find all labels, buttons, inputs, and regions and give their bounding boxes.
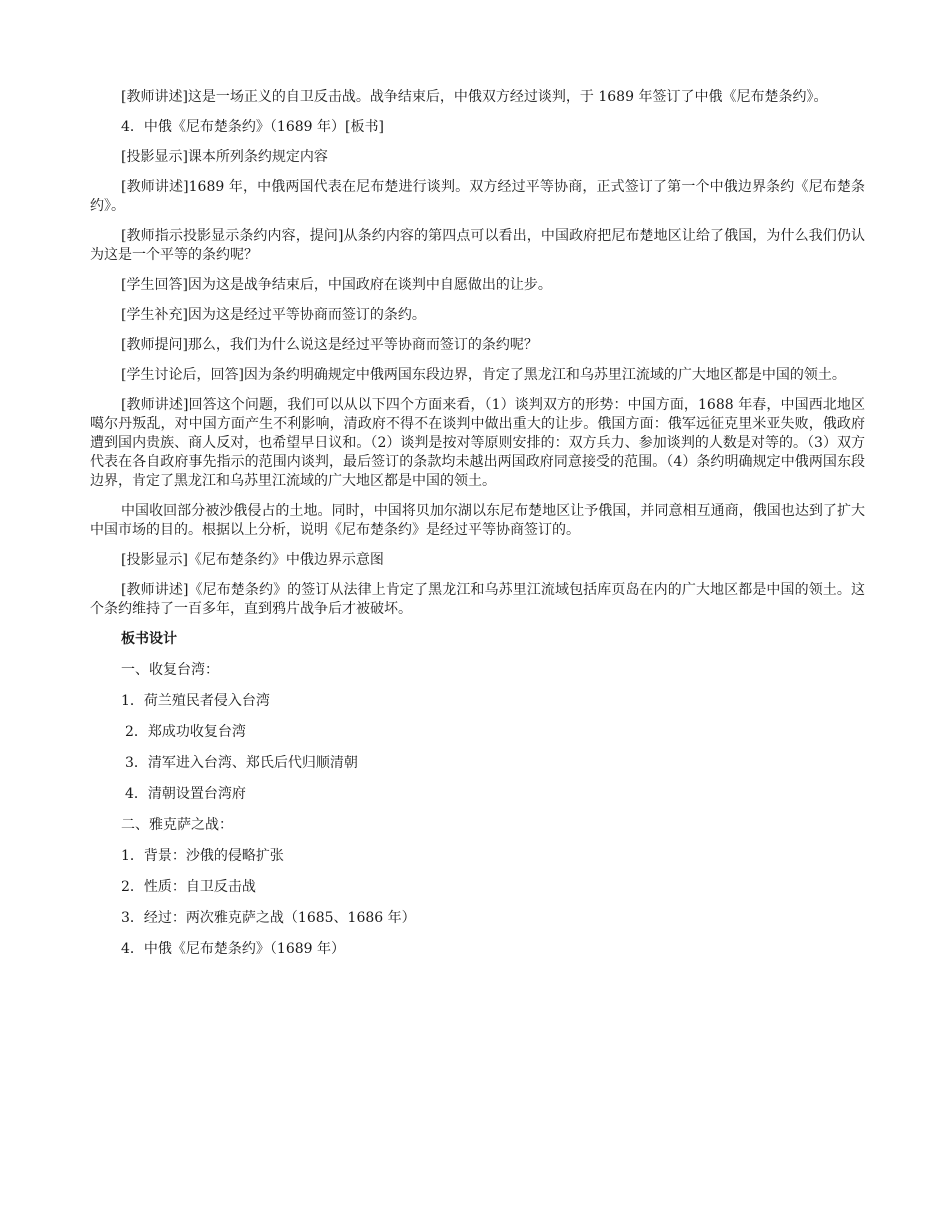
paragraph-projection-clauses: [投影显示]课本所列条约规定内容 [121,149,328,165]
paragraph-section-treaty: 4．中俄《尼布楚条约》（1689 年）[板书] [121,119,384,135]
outline-section-1: 一、收复台湾： [121,662,219,678]
board-design-outline [90,661,865,959]
outline-item: 3．经过：两次雅克萨之战（1685、1686 年） [121,910,416,926]
outline-section-2: 二、雅克萨之战： [121,817,233,833]
outline-item: 3．清军进入台湾、郑氏后代归顺清朝 [125,755,358,771]
paragraph-teacher-four-aspects: [教师讲述]回答这个问题，我们可以从以下四个方面来看，（1）谈判双方的形势：中国方面，1688 年春，中国西北地区噶尔丹叛乱，对中国方面产生不利影响，清政府不得不在谈判中做出重大的让步。俄国方面：俄军远征克里米亚失败，俄政府遭到国内贵族、商人反对，也希望早日议和。（2）谈判是按对等原则安排的：双方兵力、参加谈判的人数是对等的。（3）双方代表在各自政府事先指示的范围内谈判，最后签订的条款均未越出两国政府同意接受的范围。（4）条约明确规定中俄两国东段边界，肯定了黑龙江和乌苏里江流域的广大地区都是中国的领土。 [90,397,865,489]
outline-item: 1．背景：沙俄的侵略扩张 [121,848,284,864]
paragraph-teacher-narration-1689: [教师讲述]1689 年，中俄两国代表在尼布楚进行谈判。双方经过平等协商，正式签订了第一个中俄边界条约《尼布楚条约》。 [90,179,865,214]
paragraph-student-supplement: [学生补充]因为这是经过平等协商而签订的条约。 [121,307,426,323]
outline-item: 2．性质：自卫反击战 [121,879,256,895]
outline-item: 2．郑成功收复台湾 [125,724,246,740]
paragraph-student-discussion: [学生讨论后，回答]因为条约明确规定中俄两国东段边界，肯定了黑龙江和乌苏里江流域的广大地区都是中国的领土。 [121,367,846,383]
paragraph-projection-map: [投影显示]《尼布楚条约》中俄边界示意图 [121,552,384,568]
board-design-heading: 板书设计 [121,631,177,647]
paragraph-teacher-question-equal: [教师指示投影显示条约内容，提问]从条约内容的第四点可以看出，中国政府把尼布楚地区让给了俄国，为什么我们仍认为这是一个平等的条约呢？ [90,228,865,263]
outline-item: 1．荷兰殖民者侵入台湾 [121,693,270,709]
paragraph-student-answer: [学生回答]因为这是战争结束后，中国政府在谈判中自愿做出的让步。 [121,277,552,293]
paragraph-teacher-narration-legal: [教师讲述]《尼布楚条约》的签订从法律上肯定了黑龙江和乌苏里江流域包括库页岛在内的广大地区都是中国的领土。这个条约维持了一百多年，直到鸦片战争后才被破坏。 [90,582,865,617]
outline-item: 4．中俄《尼布楚条约》（1689 年） [121,941,345,957]
document-page [90,88,865,971]
paragraph-teacher-question-why: [教师提问]那么，我们为什么说这是经过平等协商而签订的条约呢？ [121,337,538,353]
outline-item: 4．清朝设置台湾府 [125,786,246,802]
paragraph-conclusion: 中国收回部分被沙俄侵占的土地。同时，中国将贝加尔湖以东尼布楚地区让予俄国，并同意相互通商，俄国也达到了扩大中国市场的目的。根据以上分析，说明《尼布楚条约》是经过平等协商签订的。 [90,503,865,538]
paragraph-teacher-narration-war: [教师讲述]这是一场正义的自卫反击战。战争结束后，中俄双方经过谈判，于 1689 年签订了中俄《尼布楚条约》。 [121,89,828,105]
